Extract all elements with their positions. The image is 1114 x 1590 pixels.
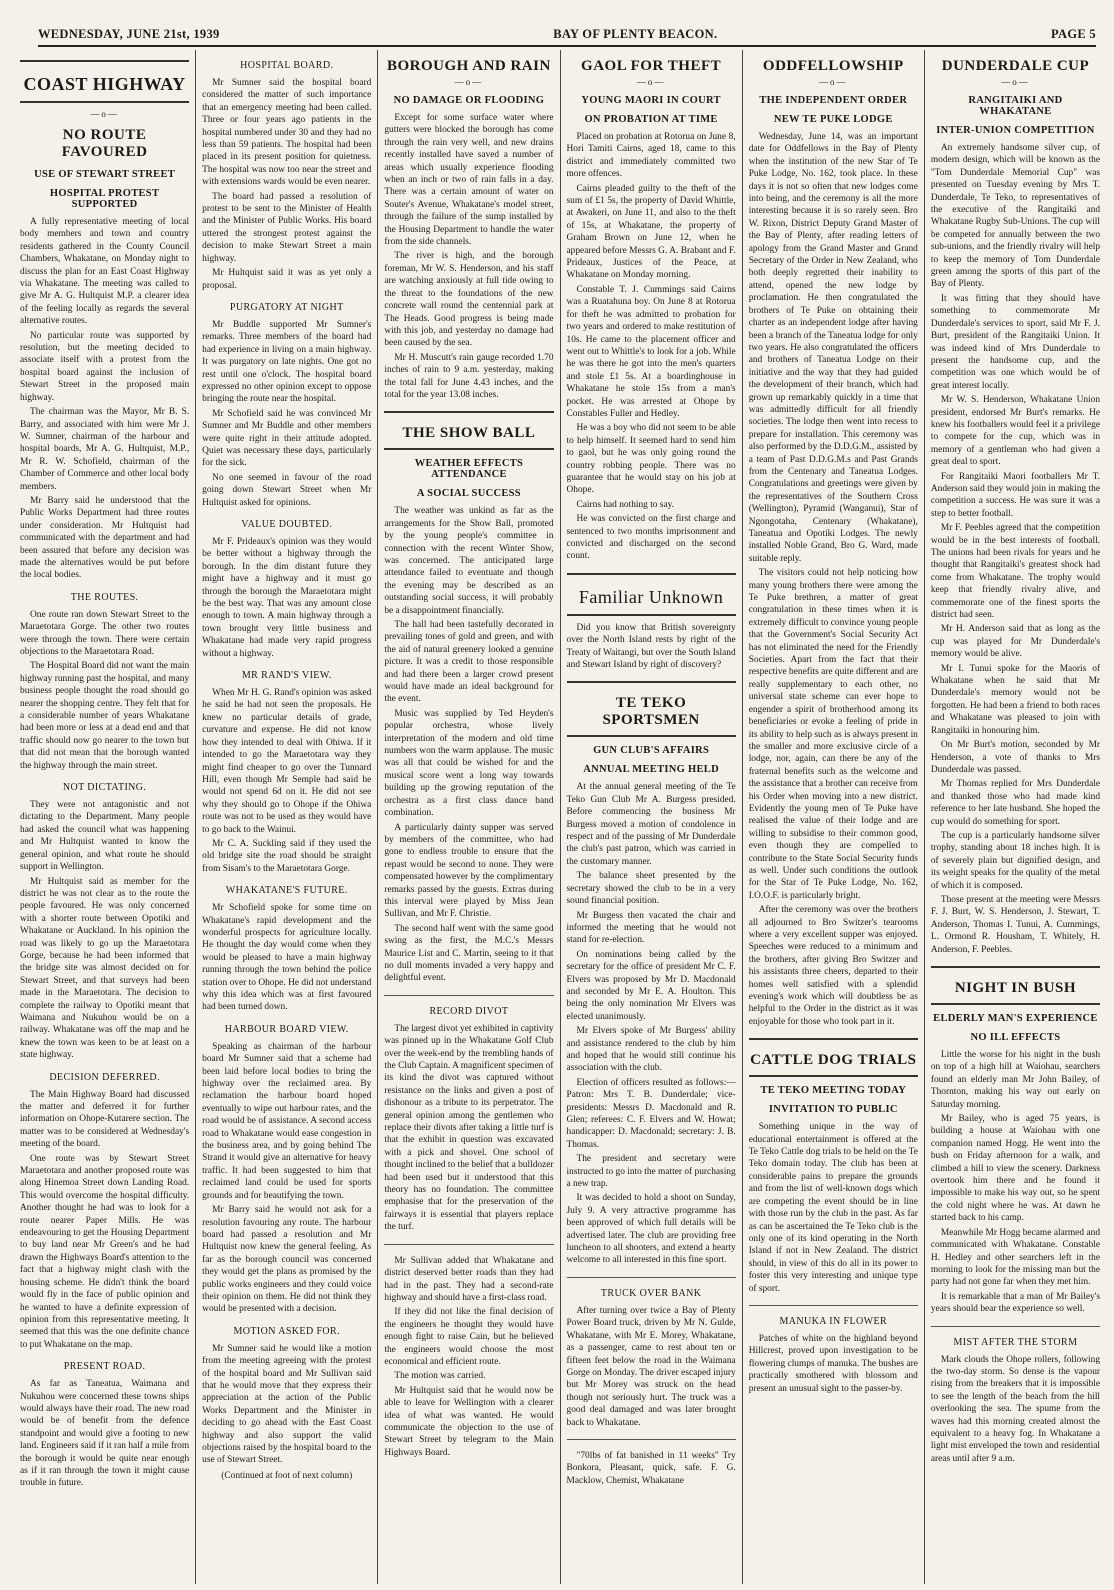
paper-name: BAY OF PLENTY BEACON.: [553, 27, 718, 41]
article-paragraph: Cairns pleaded guilty to the theft of the sum of £1 5s, the property of David Whittle, at Awakeri, on June 11, and also to the theft of 15s, at Whakatane, the property of Graham Brown on June 12, when he appeared before Messrs G. A. Brabant and F. Prideaux, Justices of the Peace, at Whakatane on Monday morning.: [566, 183, 736, 281]
show-ball-headline-box: [384, 411, 553, 450]
dunderdale-cup-headline: DUNDERDALE CUP: [941, 58, 1090, 74]
column-3: [377, 50, 559, 1584]
article-paragraph: Mr Sumner said he would like a motion from the meeting agreeing with the protest of the hospital board and Mr Sullivan said that he would move that they express their appreciation at the action of the Public Works Department and the Minister in deciding to go ahead with the East Coast highway and also support the valid objections raised by the hospital board to the use of Stewart Street.: [202, 1343, 372, 1466]
columns: [14, 50, 1106, 1584]
article-paragraph: As far as Taneatua, Waimana and Nukuhou were concerned these towns ships would always have their road. The new road would be of benefit from the defence standpoint and would give a footing to new land. Engineers said if it ran half a mile from the borough it would be quite near enough as if it ran through the town it might cause trouble in future.: [20, 1379, 190, 1489]
article-paragraph: Mr Hultquist said that he would now be able to leave for Wellington with a clearer idea of what was wanted. He would communicate the objection to the use of Stewart Street by telegram to the Main Highways Board.: [384, 1385, 554, 1458]
section-heading: HARBOUR BOARD VIEW.: [224, 1023, 349, 1035]
gaol-for-theft-headline: GAOL FOR THEFT: [581, 58, 722, 74]
article-paragraph: No one seemed in favour of the road going down Stewart Street when Mr Hultquist asked for opinions.: [202, 472, 372, 508]
issue-date: WEDNESDAY, JUNE 21st, 1939: [38, 27, 220, 41]
article-paragraph: No particular route was supported by resolution, but the meeting decided to associate itself with a protest from the hospital board against the inclusion of Stewart Street in the proposed main highway.: [20, 330, 190, 403]
article-paragraph: The second half went with the same good swing as the first, the M.C.'s Messrs Maurice List and C. Martin, seeing to it that no dull moments invaded a very happy and delightful event.: [384, 923, 554, 984]
article-paragraph: Mr F. Prideaux's opinion was they would be better without a highway through the borough. In the dim distant future they might have a highway and it must go through the borough the Maraetotara might be the best way. That was any amount close enough to town. A main highway through a town brought very little business and Whakatane had made very rapid progress without a highway.: [202, 537, 372, 659]
article-paragraph: Cairns had nothing to say.: [576, 499, 675, 510]
rule-ornament: —o—: [1001, 77, 1030, 87]
article-paragraph: The cup is a particularly handsome silver trophy, standing about 18 inches high. It is of severely plain but dignified design, and its weight speaks for the quality of the metal of which it is composed.: [930, 830, 1101, 891]
article-paragraph: The largest divot yet exhibited in captivity was pinned up in the Whakatane Golf Club over the week-end by the trembling hands of the Club Captain. A magnificent specimen of its kind the divot was captured without resistance on the links and given a post of dishonour as a tribute to its perpetrator. The general opinion among the gentlemen who replace their divots after taking a little turf is that the exhibit in question was excavated with a pick and shovel. One school of thought inclined to the belief that a bulldozer had been used but it understood that this theory has no foundation. The committee emphasise that for the preservation of the fairways it is essential that players replace the turf.: [384, 1023, 554, 1233]
divider: [384, 1244, 553, 1245]
article-paragraph: On Mr Burt's motion, seconded by Mr Henderson, a vote of thanks to Mrs Dunderdale was passed.: [930, 740, 1101, 775]
column-5: [742, 50, 924, 1584]
section-heading: WHAKATANE'S FUTURE.: [225, 885, 348, 897]
article-paragraph: The hall had been tastefully decorated in prevailing tones of gold and green, and with the aid of natural greenery looked a genuine picture. It was a credit to those responsible and had there been a larger crowd present would have made an ideal background for the event.: [384, 620, 554, 705]
section-heading: PURGATORY AT NIGHT: [229, 301, 344, 313]
article-paragraph: One route was by Stewart Street Maraetotara and another proposed route was along Hinemoa Street down Landing Road. This would overcome the hospital difficulty. Another thought he had was to look for a route nearer Paper Mills. He was endeavouring to get the Housing Department to buy land near Mr Green's and he had drawn the Highways Board's attention to the fact that a highway might clash with the housing scheme. He didn't think the board would fly in the face of public opinion and he wanted to have a definite expression of opinion from this representative meeting. It seemed that this was the one definite chance to put Whakatane on the map.: [20, 1153, 190, 1350]
cattle-dog-headline-box: [749, 1038, 918, 1077]
article-paragraph: Little the worse for his night in the bush on top of a high hill at Waiohau, searchers found an elderly man Mr John Bailey, of Thornton, making his way out early on Saturday morning.: [930, 1050, 1101, 1110]
borough-and-rain-headline: BOROUGH AND RAIN: [387, 58, 551, 74]
gun-club-subhead: GUN CLUB'S AFFAIRS: [593, 745, 710, 757]
divider: [567, 1277, 736, 1278]
article-paragraph: Mr H. Anderson said that as long as the cup was played for Mr Dunderdale's memory would be alive.: [930, 624, 1101, 660]
article-paragraph: The weather was unkind as far as the arrangements for the Show Ball, promoted by the young people's committee in connection with the recent Winter Show, was concerned. The anticipated large attendance failed to eventuate and though the evening may be described as an outstanding social success, it will probably be a disappointment financially.: [384, 506, 554, 616]
divider: [931, 1326, 1100, 1327]
continued-note: (Continued at foot of next column): [221, 1470, 353, 1481]
article-paragraph: For Rangitaiki Maori footballers Mr T. Anderson said they would join in making the competition a success. He was sure it was a step to better football.: [930, 471, 1101, 519]
article-paragraph: Election of officers resulted as follows:—Patron: Mrs T. B. Dunderdale; vice-presidents: Messrs D. Macdonald and R. Glen; referees: C. F. Elvers and W. Howat; handicapper: D. Macdonald; secretary: J. B. Thomas.: [566, 1077, 736, 1150]
article-paragraph: On nominations being called by the secretary for the office of president Mr C. F. Elvers was proposed by Mr D. Macdonald and seconded by Mr E. A. Houlton. This being the only nomination Mr Elvers was elected unanimously.: [566, 949, 736, 1022]
section-heading: PRESENT ROAD.: [63, 1361, 146, 1373]
no-damage-subhead: NO DAMAGE OR FLOODING: [393, 95, 545, 106]
section-heading: MIST AFTER THE STORM: [953, 1336, 1078, 1348]
article-paragraph: Mr Sumner said the hospital board considered the matter of such importance that an emergency meeting had been called. Three or four years ago patients in the hospital numbered under 30 and they had no less than 59 patients. The hospital had been placed in its present position for quietness. The hospital was now too near the street and with extensions wards would be even nearer.: [202, 78, 372, 188]
section-heading: MANUKA IN FLOWER: [779, 1315, 888, 1327]
article-paragraph: Mr Buddle supported Mr Sumner's remarks. Three members of the board had had experience in living on a main highway. It was purgatory on late nights. One got no rest until one o'clock. The hospital board expressed no other opinion except to oppose bringing the route near the hospital.: [202, 319, 372, 405]
article-paragraph: After turning over twice a Bay of Plenty Power Board truck, driven by Mr N. Gulde, Whakatane, with Mr E. Morey, Whakatane, as a passenger, came to rest about ten or fifteen feet below the road in the Waimana Gorge on Monday. The driver escaped injury but Mr Morey was struck on the head though not seriously hurt. The truck was a good deal damaged and was later brought back to Whakatane.: [566, 1305, 736, 1428]
article-paragraph: The Hospital Board did not want the main highway running past the hospital, and many business people thought the road should go nearer the shopping centre. They felt that for a considerable number of years Whakatane had been more or less at a dead end and that traffic should now go nearer to the town but that did not mean that the borough wanted the highway through the main street.: [20, 661, 190, 771]
advertisement: "70lbs of fat banished in 11 weeks" Try Bonkora, Pleasant, quick, safe. F. G. Macklow, Chemist, Whakatane: [566, 1450, 736, 1486]
article-paragraph: It is remarkable that a man of Mr Bailey's years should bear the experience so well.: [930, 1291, 1101, 1315]
divider: [749, 1305, 918, 1306]
section-heading: VALUE DOUBTED.: [241, 519, 333, 530]
hospital-protest-subhead: HOSPITAL PROTEST SUPPORTED: [49, 188, 160, 210]
oddfellowship-headline: ODDFELLOWSHIP: [762, 58, 904, 74]
invitation-subhead: INVITATION TO PUBLIC: [768, 1104, 898, 1116]
rule-ornament: —o—: [636, 77, 666, 87]
coast-highway-headline: COAST HIGHWAY: [23, 74, 186, 94]
rangitaiki-subhead: RANGITAIKI AND WHAKATANE: [968, 95, 1063, 117]
article-paragraph: Mr Barry said he understood that the Public Works Department had three routes under consideration. Mr Hultquist had communicated with the department and had been assured that before any decision was made the alternatives would be put before the local bodies.: [20, 495, 190, 581]
article-paragraph: If they did not like the final decision of the engineers he thought they would have enough fight to raise Cain, but he believed the engineers would choose the most economical and efficient route.: [384, 1307, 554, 1367]
article-paragraph: The chairman was the Mayor, Mr B. S. Barry, and associated with him were Mr J. W. Sumner, chairman of the harbour and hospital boards, Mr A. G. Hultquist, M.P., Mr R. W. Schofield, chairman of the Chamber of Commerce and other local body members.: [20, 407, 190, 492]
article-paragraph: Mark clouds the Ohope rollers, following the two-day storm. So dense is the vapour rising from the breakers that it is impossible to see the length of the beach from the hill overlooking the sea. The spume from the waves had this morning created almost the equivalent to a heavy fog. In Whakatane a light mist enveloped the town and residential areas until after 9 a.m.: [930, 1354, 1101, 1464]
article-paragraph: Mr Bailey, who is aged 75 years, is building a house at Waiohau with one companion named Hogg. He went into the bush on Friday afternoon for a walk, and climbed a hill to view the scenery. Darkness overtook him there and he found it impossible to make his way out, so he spent the cold night where he was. At dawn he started back to his camp.: [930, 1114, 1101, 1224]
article-paragraph: Music was supplied by Ted Heyden's popular orchestra, whose lively interpretation of the modern and old time numbers won the warm applause. The music was all that could be wished for and the musical score went a long way towards building up the growing reputation of the orchestra as a first class dance band combination.: [384, 708, 554, 819]
article-paragraph: Placed on probation at Rotorua on June 8, Hori Tamiti Cairns, aged 18, came to this district and immediately committed two more offences.: [566, 132, 736, 180]
article-paragraph: Mr Burgess then vacated the chair and informed the meeting that he would not stand for re-election.: [566, 910, 736, 946]
rule-ornament: —o—: [90, 109, 119, 119]
young-maori-subhead: YOUNG MAORI IN COURT: [581, 95, 721, 106]
article-paragraph: Mr Thomas replied for Mrs Dunderdale and thanked those who had made kind reference to her late husband. She hoped the cup would do something for sport.: [930, 779, 1101, 827]
rule-ornament: —o—: [819, 77, 848, 87]
independent-order-subhead: THE INDEPENDENT ORDER: [759, 95, 908, 106]
article-paragraph: After the ceremony was over the brothers all adjourned to Bro Switzer's tearooms where a very excellent supper was enjoyed. Speeches were reduced to a minimum and the brothers, after giving Bro Switzer and his assistants three cheers, departed to their homes well satisfied with a splendid evening's work which will doubtless be as helpful to the Order in the district as it was enjoyable for those who took part in it.: [748, 905, 918, 1027]
article-paragraph: At the annual general meeting of the Te Teko Gun Club Mr A. Burgess presided. Before commencing the business Mr Burgess moved a motion of condolence in respect and of the passing of Mr Dunderdale the club's past patron, which was carried in the customary manner.: [566, 782, 736, 867]
annual-meeting-subhead: ANNUAL MEETING HELD: [583, 764, 719, 776]
section-heading: NOT DICTATING.: [62, 782, 147, 794]
article-paragraph: It was decided to hold a shoot on Sunday, July 9. A very attractive programme has been approved of which full details will be advertised later. The club are providing free luncheon to all shooters, and extend a hearty welcome to all interested in this fine sport.: [566, 1193, 736, 1266]
article-paragraph: Patches of white on the highland beyond Hillcrest, proved upon investigation to be flowering clumps of manuka. The bushes are practically smothered with blossom and present an unusual sight to the passer-by.: [748, 1333, 918, 1394]
te-teko-meeting-subhead: TE TEKO MEETING TODAY: [760, 1085, 907, 1097]
article-paragraph: Something unique in the way of educational entertainment is offered at the Te Teko Cattle dog trials to be held on the Te Teko domain today. The club has been at considerable pains to prepare the grounds and from the list of well-known dogs which are competing the event should be in line with those run by the club in the past. As far as can be ascertained the Te Teko club is the only one of its kind operating in the North Island if not in New Zealand. The district should, in view of this do all in its power to foster this very interesting and unique type of sport.: [748, 1122, 918, 1294]
stewart-street-subhead: USE OF STEWART STREET: [34, 169, 176, 180]
article-paragraph: One route ran down Stewart Street to the Maraetotara Gorge. The other two routes were through the town. There were certain objections to the Maraetotara Road.: [20, 609, 190, 657]
page-number: PAGE 5: [1051, 27, 1096, 41]
article-paragraph: Mr Hultquist said as member for the district he was not clear as to the route the people favoured. He was only concerned with a shorter route between Opotiki and Whakatane or Auckland. In his opinion the road was likely to go up the Maraetotara Gorge, because he had been informed that the bridge site was almost decided on for Stewart Street, and that surveys had been made in the Maraetotara. The decision to complete the railway to Opotiki meant that Waimana and Nukuhou would be on a railway. Whakatane was off the map and he knew the town was keen to be at least on a state highway.: [20, 876, 190, 1061]
article-paragraph: The river is high, and the borough foreman, Mr W. S. Henderson, and his staff are watching anxiously at full tide owing to the threat to the foundations of the new concrete wall round the centennial park at The Heads. Good progress is being made with this job, and yesterday no damage had been caused by the sea.: [384, 251, 554, 349]
article-paragraph: Speaking as chairman of the harbour board Mr Sumner said that a scheme had been laid before local bodies to bring the highway over the reclaimed area. By reclamation the harbour board hoped eventually to wipe out harbour rates, and the road would be of assistance. A second access road to Whakatane would ease congestion in the business area, and by going behind The Strand it would give an alternative for heavy traffic. It had been suggested to him that reclaimed land could be used for sports grounds and for beautifying the town.: [202, 1041, 372, 1201]
coast-highway-headline-box: [20, 60, 189, 103]
no-ill-effects-subhead: NO ILL EFFECTS: [970, 1032, 1061, 1043]
show-ball-headline: THE SHOW BALL: [402, 425, 536, 442]
article-paragraph: Mr Schofield said he was convinced Mr Sumner and Mr Buddle and other members were quite right in their attitude adopted. Quiet was necessary these days, particularly for the sick.: [202, 408, 372, 469]
no-route-favoured-subhead: NO ROUTE FAVOURED: [61, 127, 148, 160]
article-paragraph: Mr Elvers spoke of Mr Burgess' ability and assistance rendered to the club by him and hoped that he would still continue his association with the club.: [566, 1026, 736, 1074]
section-heading: RECORD DIVOT: [429, 1005, 509, 1017]
article-paragraph: Mr Schofield spoke for some time on Whakatane's rapid development and the wonderful prospects for agriculture locally. He thought the day would come when they would be pleased to have a main highway running through the town behind the police station over to Ohope. He did not understand why this idea which was at first favoured had been turned down.: [202, 903, 372, 1013]
article-paragraph: Those present at the meeting were Messrs F. J. Burt, W. S. Henderson, J. Stewart, T. Anderson, Thomas I. Tunui, A. Cummings, L. Ormond R. Housham, T. Whitely, H. Anderson, F. Peebles.: [930, 894, 1101, 955]
article-paragraph: He was convicted on the first charge and sentenced to two months imprisonment and convicted and discharged on the second count.: [566, 514, 736, 562]
article-paragraph: The president and secretary were instructed to go into the matter of purchasing a new trap.: [566, 1154, 736, 1190]
article-paragraph: An extremely handsome silver cup, of modern design, which will be known as the "Tom Dunderdale Memorial Cup" was presented on Tuesday evening by Mrs T. Dunderdale, Te Teko, to representatives of the executive of the Rangitaiki and Whakatane Rugby Sub-Unions. The cup will be competed for annually between the two sub-unions, and the friendly rivalry will help to keep the memory of Tom Dunderdale green among the sports of this part of the Bay of Plenty.: [930, 143, 1101, 290]
familiar-unknown-headline: Familiar Unknown: [578, 586, 724, 607]
section-heading: DECISION DEFERRED.: [49, 1071, 160, 1083]
divider: [567, 1439, 736, 1440]
article-paragraph: Mr C. A. Suckling said if they used the old bridge site the road should be straight from Sisam's to the Maraetotara Gorge.: [202, 838, 372, 874]
article-paragraph: The board had passed a resolution of protest to be sent to the Minister of Health and the Minister of Public Works. His board uttered the strongest protest against the decision to make Stewart Street a main highway.: [202, 191, 372, 264]
te-teko-sportsmen-headline: TE TEKO SPORTSMEN: [602, 695, 700, 729]
familiar-unknown-headline-box: [567, 573, 736, 616]
article-paragraph: The motion was carried.: [394, 1371, 486, 1382]
article-paragraph: A fully representative meeting of local body members and town and country residents gathered in the County Council Chambers, Whakatane, on Monday night to discuss the plan for an East Coast Highway via Whakatane. The meeting was called to give Mr A. G. Hultquist M.P. a clearer idea of the feeling locally as regards the several alternative routes.: [20, 217, 190, 327]
article-paragraph: Mr Hultquist said it was as yet only a proposal.: [202, 268, 372, 291]
article-paragraph: Constable T. J. Cummings said Cairns was a Ruatahuna boy. On June 8 at Rotorua for theft he was admitted to probation for two years and ordered to make restitution of 10s. He came to the placement officer and went out to Whittle's to look for a job. While he was there he got into the men's quarters and stole £1 5s. At a boardinghouse in Whakatane he stole 15s from a man's pocket. He was arrested at Ohope by Constables Fuller and Hedley.: [566, 284, 736, 419]
article-paragraph: Mr H. Muscutt's rain gauge recorded 1.70 inches of rain to 9 a.m. yesterday, making the total fall for June 4.43 inches, and the total for the year 13.08 inches.: [384, 352, 554, 400]
section-heading: TRUCK OVER BANK: [600, 1287, 702, 1299]
elderly-man-subhead: ELDERLY MAN'S EXPERIENCE: [933, 1013, 1098, 1024]
section-heading: MOTION ASKED FOR.: [233, 1325, 341, 1337]
article-paragraph: Mr F. Peebles agreed that the competition would be in the best interests of football. The unions had been rivals for years and he thought that Rangitaiki's greatest shock had come from Whakatane. The trophy would keep that friendly rivalry alive, and commemorate one of the finest sports the district had seen.: [930, 523, 1101, 621]
article-paragraph: The visitors could not help noticing how many young brothers there were among the Te Puke brethren, a matter of great congratulation in these times when it is extremely difficult to convince young people that the Government's Social Security Act has not eliminated the need for the Friendly Societies. Apart from the fact that their respective benefits are quite different and are really supplementary to each other, no universal state scheme can ever hope to engender a spirit of brotherhood among its beneficiaries or evoke a feeling of pride in its ability to help such as is always present in the smaller and more exclusive circle of a lodge, nor, again, can there be any of the fraternal benefits such as the welcome and the assistance that a brother can receive from his Order when moving into a new district. Evidently the young men of Te Puke have realised the value of their lodge and are willing to subsidise to their common good, even though they are compelled to contribute to the State Social Security funds as well. Under such conditions the outlook for the Star of Te Puke Lodge, No. 162, I.O.O.F. is particularly bright.: [748, 568, 918, 901]
column-2: [195, 50, 377, 1584]
article-paragraph: It was fitting that they should have something to commemorate Mr Dunderdale's services to sport, said Mr F. J. Burt, president of the Rangitaiki Union. It was indeed kind of Mrs Dunderdale to present the handsome cup, and the competition was one which would be of great interest locally.: [930, 293, 1101, 391]
section-heading: MR RAND'S VIEW.: [241, 670, 332, 682]
night-in-bush-headline: NIGHT IN BUSH: [954, 980, 1077, 996]
article-paragraph: Except for some surface water where gutters were blocked the borough has come through the rain very well, and new drains recently installed have saved a number of areas which usually experience flooding when an inch or two of rain falls in a day. There was a certain amount of water on Souter's Avenue, Whakatane's model street, through the failure of the sump installed by the Housing Department to handle the water from the side channels.: [384, 113, 554, 248]
divider: [384, 995, 553, 996]
article-paragraph: The balance sheet presented by the secretary showed the club to be in a very sound financial position.: [566, 871, 736, 907]
column-4: [560, 50, 742, 1584]
rule-ornament: —o—: [454, 77, 484, 87]
article-paragraph: A particularly dainty supper was served by members of the committee, who had gone to endless trouble to ensure that the repast would be second to none. They were compensated however by the complimentary remarks passed by the guests. Extras during this interval were played by Miss Jean Sullivan, and Mr F. Christie.: [384, 822, 554, 920]
article-paragraph: Meanwhile Mr Hogg became alarmed and communicated with Whakatane. Constable H. Hedley and other searchers left in the morning to look for the missing man but the party had not gone far when they met him.: [930, 1227, 1101, 1288]
masthead: [38, 22, 1096, 47]
article-paragraph: Mr W. S. Henderson, Whakatane Union president, endorsed Mr Burt's remarks. He knew his footballers would feel it a privilege to compete for the cup, which was in memory of a gentleman who had given a great deal to sport.: [930, 395, 1101, 468]
cattle-dog-trials-headline: CATTLE DOG TRIALS: [750, 1052, 917, 1069]
article-paragraph: Mr Sullivan added that Whakatane and district deserved better roads than they had had in the past. They had a second-rate highway and should have a first-class road.: [384, 1255, 554, 1303]
article-paragraph: They were not antagonistic and not dictating to the Department. Many people had asked the council what was happening and Mr Hultquist wanted to know the general opinion, and what route he should support in Wellington.: [20, 800, 190, 873]
inter-union-subhead: INTER-UNION COMPETITION: [936, 125, 1095, 136]
column-1: [14, 50, 195, 1584]
social-success-subhead: A SOCIAL SUCCESS: [416, 488, 521, 500]
weather-effects-subhead: WEATHER EFFECTS ATTENDANCE: [414, 458, 524, 481]
article-paragraph: Did you know that British sovereignty over the North Island rests by right of the Treaty of Waitangi, but over the South Island and Stewart Island by right of discovery?: [566, 622, 736, 671]
article-paragraph: Mr Barry said he would not ask for a resolution favouring any route. The harbour board had passed a resolution and Mr Hultquist now knew the general feeling. As far as the borough council was concerned they would get the plans as promised by the public works engineers and they could voice their opinion on them. He did not think they would be presented with a decision.: [202, 1205, 372, 1315]
new-lodge-subhead: NEW TE PUKE LODGE: [773, 114, 893, 125]
article-paragraph: When Mr H. G. Rand's opinion was asked he said he had not seen the proposals. He knew no particular details of grade, curvature and expense. He did not know how they intended to deal with Ohiwa. If it intended to go the Maraetotara way they might find cheaper to go over the Tunnard Hill, even though Mr Semple had said he would not spend 6d on it. He did not see why they should go to Ohope if the Ohiwa route was not to be used as they would have to go back to the Wainui.: [202, 688, 372, 835]
article-paragraph: The Main Highway Board had discussed the matter and deferred it for further information on Ohope-Kutarere section. The matter was to be considered at Wednesday's meeting of the board.: [20, 1089, 190, 1150]
section-heading: HOSPITAL BOARD.: [240, 60, 334, 71]
probation-subhead: ON PROBATION AT TIME: [584, 114, 718, 125]
article-paragraph: Wednesday, June 14, was an important date for Oddfellows in the Bay of Plenty when the institution of the new Star of Te Puke Lodge, No. 162, took place. In these days it is not so often that new lodges come into being, and the ceremony is all the more interesting because it is so rarely seen. Bro W. Rixon, District Deputy Grand Master of the Bay of Plenty, after reading letters of apology from the Grand Master and Grand Secretary of the Order in New Zealand, who both deeply regretted their inability to attend, opened the new lodge by proclamation. He then congratulated the brothers of Te Puke on obtaining their charter as an independent lodge after having been a branch of the Taneatua lodge for only two years. He also congratulated the officers and brothers of Taneatua Lodge on their initiative and the way that they had guided the development of their branch, which had grown up remarkably quickly in a time that was admittedly difficult for all friendly societies. The lodge then went into recess to prepare for installation. This ceremony was also performed by the D.D.G.M., assisted by a team of Past D.D.G.M.s and Past Grands from the Centenary and Taneatua Lodges. Congratulations and greetings were given by the representatives of the Southern Cross (Wellington), Pyramid (Wanganui), Star of Ngongotaha, Centenary (Whakatane), Taneatua and Opotiki Lodges. The newly installed Noble Grand, Bro G. Ward, made suitable reply.: [748, 132, 918, 564]
te-teko-sportsmen-headline-box: [567, 681, 736, 737]
night-in-bush-headline-box: [931, 966, 1100, 1005]
section-heading: THE ROUTES.: [70, 591, 139, 603]
article-paragraph: He was a boy who did not seem to be able to help himself. It seemed hard to send him to gaol, but he was only going round the country robbing people. There was no guarantee that he would stay on his job at Ohope.: [566, 423, 736, 496]
column-6: [924, 50, 1106, 1584]
article-paragraph: Mr I. Tunui spoke for the Maoris of Whakatane when he said that Mr Dunderdale's memory would not be forgotten. He had been a friend to both races and Whakatane was pleased to join with Rangitaiki in honouring him.: [930, 663, 1101, 736]
